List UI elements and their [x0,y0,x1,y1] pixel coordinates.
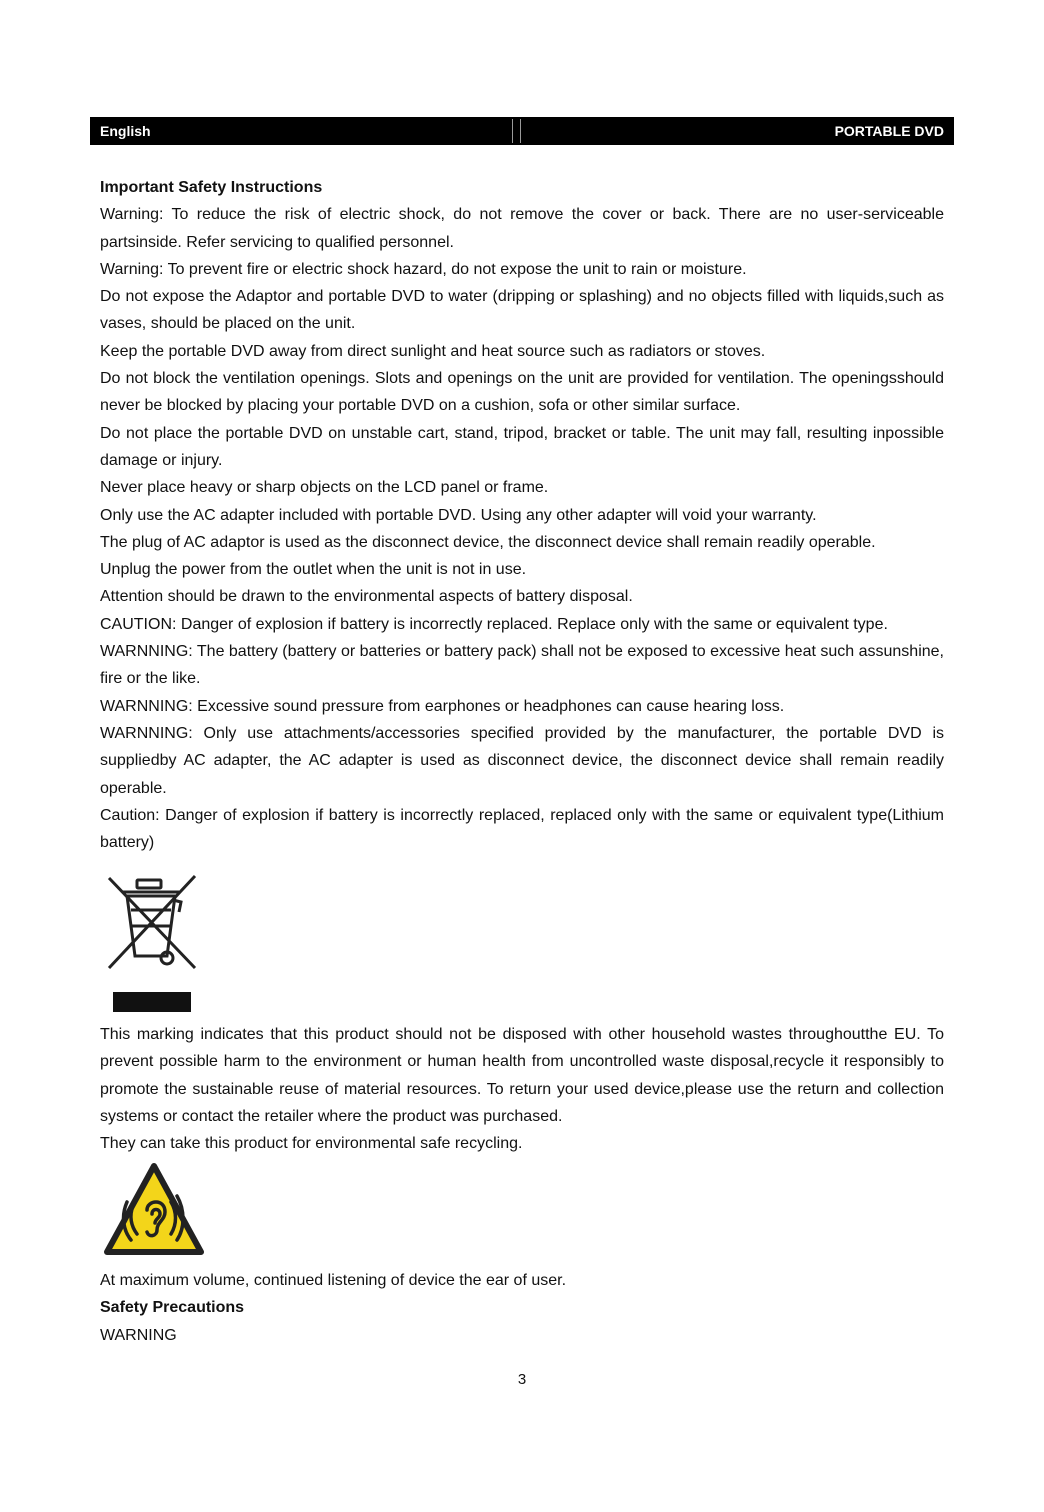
crossed-out-wheelie-bin-icon [101,872,203,1014]
hearing-warning-icon [103,1162,205,1258]
paragraph: They can take this product for environmental safe recycling. [100,1135,523,1153]
paragraph: Attention should be drawn to the environmental aspects of battery disposal. [100,588,633,606]
header-language: English [100,123,151,139]
paragraph: Do not place the portable DVD on unstable cart, stand, tripod, bracket or table. The unit may fall, resulting inpossible damage or injury. [100,424,944,469]
paragraph: Only use the AC adapter included with portable DVD. Using any other adapter will void your warranty. [100,506,817,524]
paragraph: Do not expose the Adaptor and portable DVD to water (dripping or splashing) and no objects filled with liquids,such as vases, should be placed on the unit. [100,288,944,333]
header-product: PORTABLE DVD [834,123,944,139]
paragraph: WARNNING: Only use attachments/accessories specified provided by the manufacturer, the portable DVD is suppliedby AC adapter, the AC adapter is used as disconnect device, the disconnect device shall remain readily operable. [100,724,944,797]
section-title: Safety Precautions [100,1299,245,1317]
header-divider [512,119,513,143]
paragraph: Caution: Danger of explosion if battery is incorrectly replaced, replaced only with the same or equivalent type(Lithium battery) [100,806,944,852]
section-title: Important Safety Instructions [100,179,323,196]
paragraph: The plug of AC adaptor is used as the disconnect device, the disconnect device shall remain readily operable. [100,533,876,551]
hearing-section [100,1267,944,1349]
paragraph: Warning: To prevent fire or electric shock hazard, do not expose the unit to rain or moisture. [100,260,747,278]
paragraph: WARNNING: The battery (battery or batteries or battery pack) shall not be exposed to excessive heat such assunshine, fire or the like. [100,643,944,688]
paragraph: Unplug the power from the outlet when the unit is not in use. [100,561,527,579]
paragraph: WARNNING: Excessive sound pressure from earphones or headphones can cause hearing loss. [100,697,785,715]
header-divider [520,119,521,143]
page-number: 3 [517,1371,527,1388]
paragraph: Never place heavy or sharp objects on the LCD panel or frame. [100,479,549,497]
safety-instructions [100,174,944,856]
weee-notice [100,1021,944,1157]
paragraph: Keep the portable DVD away from direct sunlight and heat source such as radiators or stoves. [100,342,766,360]
paragraph: Warning: To reduce the risk of electric shock, do not remove the cover or back. There are no user-serviceable partsinside. Refer servicing to qualified personnel. [100,206,944,251]
paragraph: CAUTION: Danger of explosion if battery is incorrectly replaced. Replace only with the same or equivalent type. [100,615,888,633]
paragraph: Do not block the ventilation openings. Slots and openings on the unit are provided for ventilation. The openingsshould never be blocked by placing your portable DVD on a cushion, sofa or other similar surface. [100,370,944,415]
paragraph: This marking indicates that this product should not be disposed with other household wastes throughoutthe EU. To prevent possible harm to the environment or human health from uncontrolled waste disposal,recycle it responsibly to promote the sustainable reuse of material resources. To return your used device,please use the return and collection systems or contact the retailer where the product was purchased. [100,1026,944,1125]
hearing-text: At maximum volume, continued listening of device the ear of user. [100,1272,567,1289]
header-bar [90,117,954,145]
section-subtitle: WARNING [100,1326,177,1344]
